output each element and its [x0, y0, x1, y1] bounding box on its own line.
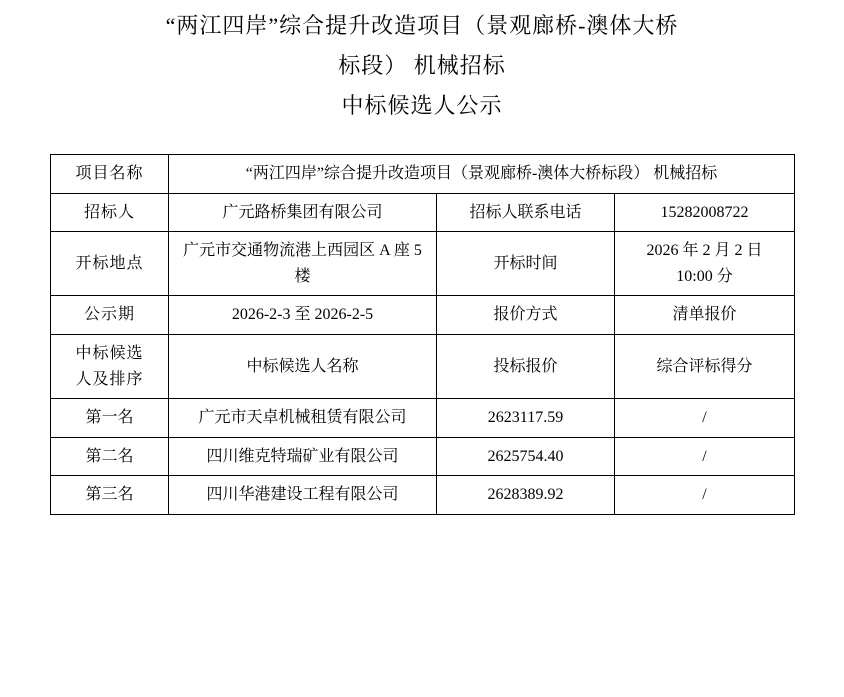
candidates-label-line-1: 中标候选 [75, 344, 144, 362]
candidate-price: 2628389.92 [437, 476, 615, 515]
page-title [0, 0, 844, 126]
page-title-line-2: 标段） 机械招标 [338, 53, 506, 78]
bid-open-time-label: 开标时间 [437, 232, 615, 296]
bid-open-time-date: 2026 年 2 月 2 日 [646, 242, 763, 260]
table-row-project-name [51, 155, 795, 194]
candidate-rank: 第二名 [51, 437, 169, 476]
bid-result-table-wrapper [50, 154, 794, 515]
project-name-label: 项目名称 [51, 155, 169, 194]
quotation-method-label: 报价方式 [437, 296, 615, 335]
page-title-line-3: 中标候选人公示 [341, 93, 503, 118]
candidate-name: 广元市天卓机械租赁有限公司 [169, 399, 437, 438]
candidate-price: 2625754.40 [437, 437, 615, 476]
candidate-name-header: 中标候选人名称 [169, 334, 437, 398]
table-row [51, 476, 795, 515]
candidate-price: 2623117.59 [437, 399, 615, 438]
bid-open-place-label: 开标地点 [51, 232, 169, 296]
candidate-score: / [615, 437, 795, 476]
publicity-period-value: 2026-2-3 至 2026-2-5 [169, 296, 437, 335]
page-title-line-1: “两江四岸”综合提升改造项目（景观廊桥-澳体大桥 [165, 13, 679, 38]
tenderer-label: 招标人 [51, 193, 169, 232]
bid-open-place-value: 广元市交通物流港上西园区 A 座 5 楼 [169, 232, 437, 296]
candidate-rank: 第一名 [51, 399, 169, 438]
candidate-rank: 第三名 [51, 476, 169, 515]
bid-price-header: 投标报价 [437, 334, 615, 398]
quotation-method-value: 清单报价 [615, 296, 795, 335]
publicity-period-label: 公示期 [51, 296, 169, 335]
candidates-label [51, 334, 169, 398]
bid-open-time-value [615, 232, 795, 296]
bid-open-time-clock: 10:00 分 [676, 267, 733, 285]
candidate-name: 四川华港建设工程有限公司 [169, 476, 437, 515]
table-row-bid-open [51, 232, 795, 296]
table-row [51, 437, 795, 476]
table-row-tenderer [51, 193, 795, 232]
candidate-score: / [615, 476, 795, 515]
table-row-candidate-header [51, 334, 795, 398]
tenderer-phone-value: 15282008722 [615, 193, 795, 232]
tenderer-phone-label: 招标人联系电话 [437, 193, 615, 232]
project-name-value: “两江四岸”综合提升改造项目（景观廊桥-澳体大桥标段） 机械招标 [169, 155, 795, 194]
candidate-score: / [615, 399, 795, 438]
table-row [51, 399, 795, 438]
candidate-name: 四川维克特瑞矿业有限公司 [169, 437, 437, 476]
score-header: 综合评标得分 [615, 334, 795, 398]
table-row-publicity [51, 296, 795, 335]
bid-result-table [50, 154, 795, 515]
candidates-label-line-2: 人及排序 [75, 370, 144, 388]
tenderer-value: 广元路桥集团有限公司 [169, 193, 437, 232]
